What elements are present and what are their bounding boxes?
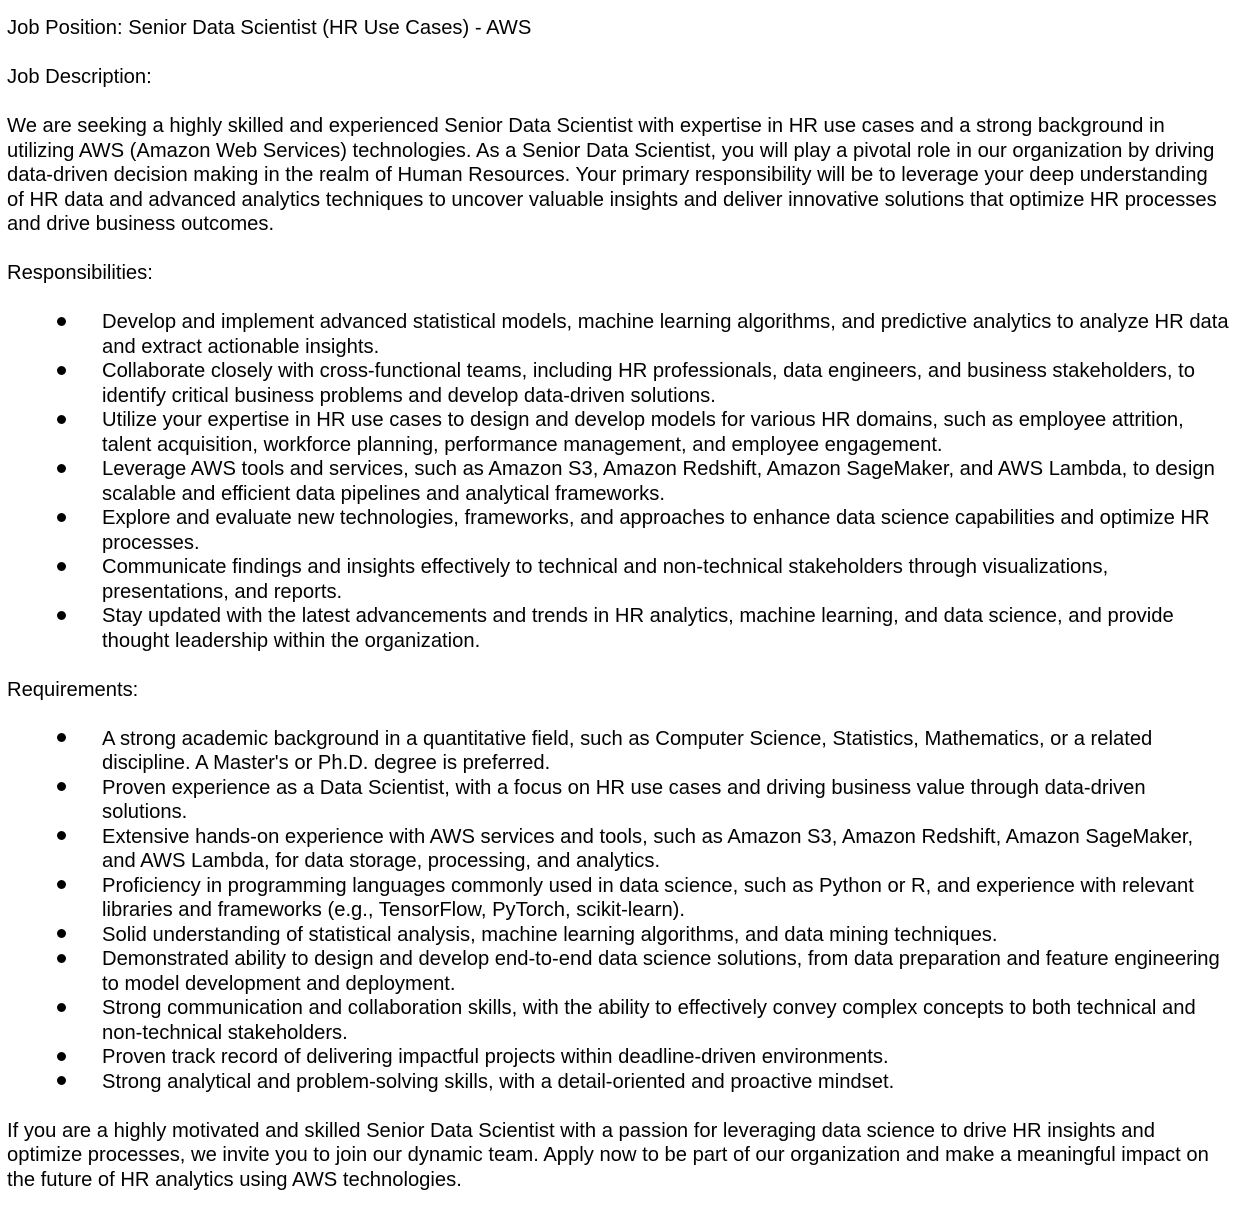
requirement-text: Proven track record of delivering impactful projects within deadline-driven environments.	[102, 1046, 889, 1068]
requirement-item	[7, 947, 1229, 996]
responsibility-text: Explore and evaluate new technologies, frameworks, and approaches to enhance data science capabilities and optimize HR processes.	[102, 507, 1210, 554]
requirement-item	[7, 825, 1229, 874]
requirement-text: Strong analytical and problem-solving skills, with a detail-oriented and proactive mindset.	[102, 1070, 895, 1093]
responsibility-item	[7, 506, 1229, 555]
closing-paragraph: If you are a highly motivated and skilled Senior Data Scientist with a passion for leveraging data science to drive HR insights and optimize processes, we invite you to join our dynamic team. Apply now to be part of our organization and make a meaningful impact on the future of HR analytics using AWS technologies.	[7, 1119, 1209, 1191]
spacer	[7, 653, 1229, 678]
job-position-title: Job Position: Senior Data Scientist (HR Use Cases) - AWS	[7, 17, 532, 39]
requirement-item	[7, 923, 1229, 948]
responsibility-text: Develop and implement advanced statistical models, machine learning algorithms, and predictive analytics to analyze HR data and extract actionable insights.	[102, 311, 1229, 358]
bullet-icon	[54, 555, 68, 580]
requirement-item	[7, 776, 1229, 825]
responsibility-item	[7, 604, 1229, 653]
spacer	[7, 90, 1229, 115]
responsibility-text: Collaborate closely with cross-functional teams, including HR professionals, data engineers, and business stakeholders, to identify critical business problems and develop data-driven solutions.	[102, 360, 1195, 407]
job-description-paragraph: We are seeking a highly skilled and experienced Senior Data Scientist with expertise in HR use cases and a strong background in utilizing AWS (Amazon Web Services) technologies. As a Senior Data Scientist, you will play a pivotal role in our organization by driving data-driven decision making in the realm of Human Resources. Your primary responsibility will be to leverage your deep understanding of HR data and advanced analytics techniques to uncover valuable insights and deliver innovative solutions that optimize HR processes and drive business outcomes.	[7, 115, 1217, 235]
responsibility-item	[7, 359, 1229, 408]
bullet-icon	[54, 457, 68, 482]
requirement-item	[7, 874, 1229, 923]
responsibility-item	[7, 408, 1229, 457]
responsibilities-list	[7, 310, 1229, 653]
responsibility-text: Leverage AWS tools and services, such as Amazon S3, Amazon Redshift, Amazon SageMaker, and AWS Lambda, to design scalable and efficient data pipelines and analytical frameworks.	[102, 458, 1215, 505]
responsibility-item	[7, 555, 1229, 604]
job-description-heading: Job Description:	[7, 66, 152, 88]
spacer	[7, 702, 1229, 727]
requirement-item	[7, 1070, 1229, 1095]
bullet-icon	[54, 996, 68, 1021]
requirement-text: Solid understanding of statistical analysis, machine learning algorithms, and data mining techniques.	[102, 923, 998, 946]
spacer	[7, 41, 1229, 66]
requirement-item	[7, 727, 1229, 776]
bullet-icon	[54, 923, 68, 948]
spacer	[7, 237, 1229, 262]
bullet-icon	[54, 1070, 68, 1095]
bullet-icon	[54, 947, 68, 972]
bullet-icon	[54, 776, 68, 801]
bullet-icon	[54, 359, 68, 384]
bullet-icon	[54, 310, 68, 335]
requirement-text: Proficiency in programming languages commonly used in data science, such as Python or R, and experience with relevant libraries and frameworks (e.g., TensorFlow, PyTorch, scikit-learn).	[102, 874, 1194, 921]
bullet-icon	[54, 1045, 68, 1070]
responsibility-item	[7, 457, 1229, 506]
spacer	[7, 286, 1229, 311]
bullet-icon	[54, 506, 68, 531]
requirement-text: Demonstrated ability to design and develop end-to-end data science solutions, from data preparation and feature engineering to model development and deployment.	[102, 948, 1220, 995]
bullet-icon	[54, 825, 68, 850]
requirement-text: Extensive hands-on experience with AWS services and tools, such as Amazon S3, Amazon Redshift, Amazon SageMaker, and AWS Lambda, for data storage, processing, and analytics.	[102, 825, 1194, 872]
requirement-text: Strong communication and collaboration skills, with the ability to effectively convey complex concepts to both technical and non-technical stakeholders.	[102, 997, 1196, 1044]
requirements-heading: Requirements:	[7, 678, 139, 701]
bullet-icon	[54, 727, 68, 752]
requirement-item	[7, 996, 1229, 1045]
responsibility-text: Stay updated with the latest advancements and trends in HR analytics, machine learning, and data science, and provide thought leadership within the organization.	[102, 605, 1174, 652]
spacer	[7, 1094, 1229, 1119]
requirement-item	[7, 1045, 1229, 1070]
responsibility-text: Communicate findings and insights effectively to technical and non-technical stakeholders through visualizations, presentations, and reports.	[102, 556, 1109, 603]
requirements-list	[7, 727, 1229, 1095]
responsibility-text: Utilize your expertise in HR use cases to design and develop models for various HR domains, such as employee attrition, talent acquisition, workforce planning, performance management, and employee engagement.	[102, 409, 1184, 456]
responsibilities-heading: Responsibilities:	[7, 262, 153, 284]
requirement-text: Proven experience as a Data Scientist, with a focus on HR use cases and driving business value through data-driven solutions.	[102, 776, 1146, 823]
bullet-icon	[54, 604, 68, 629]
bullet-icon	[54, 408, 68, 433]
requirement-text: A strong academic background in a quantitative field, such as Computer Science, Statistics, Mathematics, or a related discipline. A Master's or Ph.D. degree is preferred.	[102, 727, 1153, 774]
bullet-icon	[54, 874, 68, 899]
responsibility-item	[7, 310, 1229, 359]
